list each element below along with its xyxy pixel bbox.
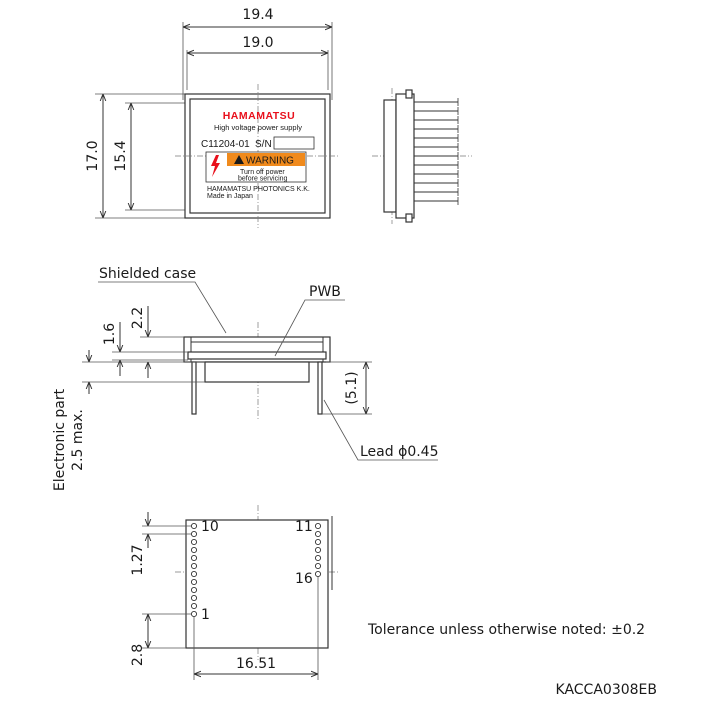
- dim-outer-height: 17.0: [85, 140, 101, 172]
- case-side: [384, 100, 396, 212]
- lead-right: [318, 362, 322, 414]
- brand-logo: HAMAMATSU: [222, 110, 296, 122]
- lead-left: [192, 362, 196, 414]
- pwb-label: PWB: [309, 284, 341, 300]
- bottom-view: [130, 505, 340, 680]
- product-line: High voltage power supply: [214, 123, 302, 132]
- electronic-part: [205, 362, 309, 382]
- dim-inner-width: 19.0: [242, 35, 274, 51]
- pin-16-label: 16: [295, 571, 313, 587]
- pcb-side: [396, 94, 414, 218]
- dim-pwb-height: 1.6: [102, 322, 118, 346]
- dim-pin-span: 16.51: [235, 656, 277, 672]
- lead-pins: [414, 102, 458, 201]
- dim-pin-offset: 2.8: [130, 643, 146, 667]
- shielded-case-label: Shielded case: [99, 266, 197, 282]
- dim-inner-height: 15.4: [113, 140, 129, 172]
- pin-10-label: 10: [201, 519, 219, 535]
- pin-1-label: 1: [201, 607, 210, 623]
- top-view: [85, 7, 340, 228]
- tolerance-note: Tolerance unless otherwise noted: ±0.2: [368, 622, 646, 638]
- maker-name: HAMAMATSU PHOTONICS K.K.: [207, 186, 310, 193]
- pin-11-label: 11: [295, 519, 313, 535]
- dim-case-height: 2.2: [130, 306, 146, 330]
- lead-tab-top: [406, 90, 412, 98]
- dim-outer-width: 19.4: [242, 7, 274, 23]
- made-in: Made in Japan: [207, 193, 253, 200]
- right-side-view: [372, 88, 472, 224]
- lead-label: Lead ϕ0.45: [360, 444, 439, 460]
- electronic-part-max: 2.5 max.: [70, 409, 86, 471]
- lead-tab-bottom: [406, 214, 412, 222]
- drawing-code: KACCA0308EB: [555, 682, 657, 698]
- electronic-part-label: Electronic part: [52, 388, 68, 492]
- model-number: C11204-01: [201, 139, 250, 150]
- dim-lead-length: (5.1): [344, 371, 360, 405]
- serial-label: S/N: [255, 139, 272, 150]
- front-view: [52, 266, 439, 491]
- serial-box: [274, 137, 314, 149]
- warning-line2: before servicing: [238, 175, 288, 183]
- dim-pin-pitch: 1.27: [130, 544, 146, 576]
- warning-title: WARNING: [246, 155, 294, 167]
- warning-line1: Turn off power: [240, 169, 285, 176]
- pwb-body: [188, 352, 326, 359]
